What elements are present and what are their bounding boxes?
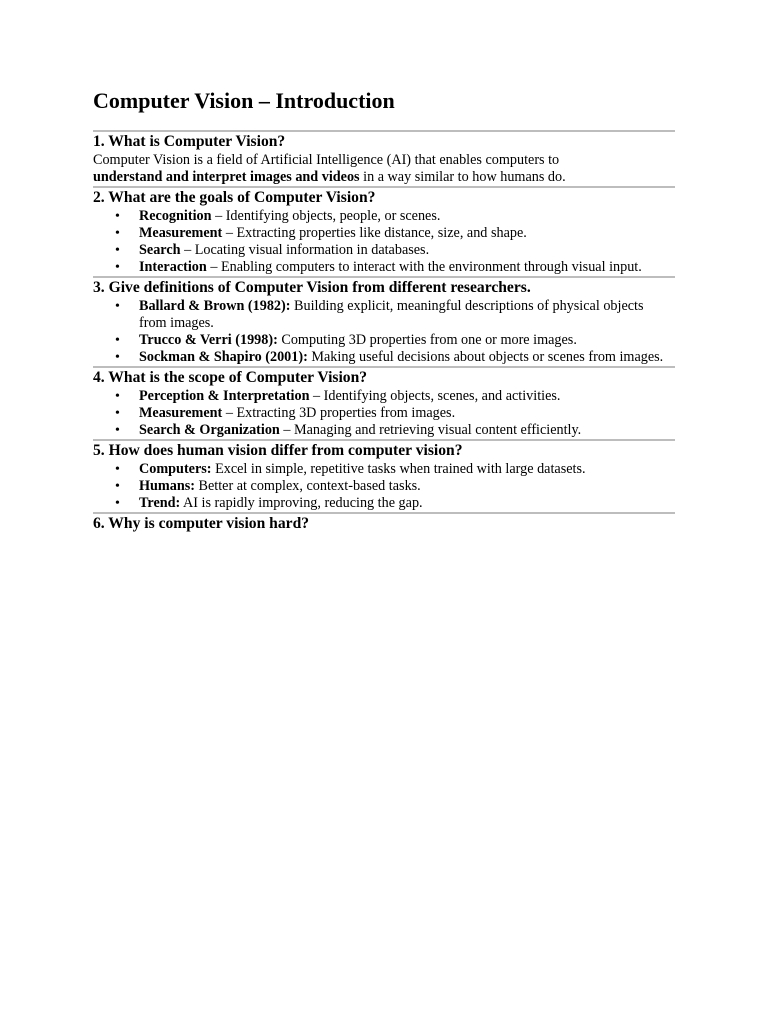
document-title: Computer Vision – Introduction bbox=[93, 88, 395, 113]
item-term: Recognition bbox=[139, 208, 212, 224]
item-text: Making useful decisions about objects or scenes from images. bbox=[307, 349, 664, 365]
list-item bbox=[139, 478, 674, 495]
list-item bbox=[139, 208, 674, 225]
item-term: Trend: bbox=[139, 495, 181, 511]
item-term: Measurement bbox=[139, 225, 223, 241]
paragraph-text: Computer Vision is a field of Artificial Intelligence (AI) that enables computers to bbox=[93, 152, 560, 168]
item-term: Ballard & Brown (1982): bbox=[139, 298, 291, 314]
item-term: Sockman & Shapiro (2001): bbox=[139, 349, 308, 365]
item-term: Search bbox=[139, 242, 181, 258]
paragraph-emphasis: understand and interpret images and videos bbox=[93, 169, 360, 185]
item-term: Trucco & Verri (1998): bbox=[139, 332, 278, 348]
item-text: – Locating visual information in databases. bbox=[180, 242, 430, 258]
bullet-list bbox=[93, 388, 674, 439]
list-item bbox=[139, 405, 674, 422]
item-term: Humans: bbox=[139, 478, 195, 494]
bullet-list bbox=[93, 208, 674, 276]
section-definitions bbox=[93, 278, 674, 368]
section-human-vs-computer bbox=[93, 441, 674, 514]
list-item bbox=[139, 495, 674, 512]
section-heading: 6. Why is computer vision hard? bbox=[93, 515, 310, 532]
list-item bbox=[139, 298, 674, 332]
item-text: – Identifying objects, scenes, and activities. bbox=[309, 388, 561, 404]
section-heading: 3. Give definitions of Computer Vision from different researchers. bbox=[93, 279, 531, 296]
section-why-hard bbox=[93, 514, 674, 534]
list-item bbox=[139, 388, 674, 405]
list-item bbox=[139, 332, 674, 349]
list-item bbox=[139, 422, 674, 439]
item-text: Building explicit, meaningful descriptions of physical objects from images. bbox=[139, 298, 644, 331]
item-term: Search & Organization bbox=[139, 422, 280, 438]
item-text: AI is rapidly improving, reducing the gap. bbox=[180, 495, 423, 511]
bullet-list bbox=[93, 298, 674, 366]
item-text: – Extracting 3D properties from images. bbox=[222, 405, 456, 421]
list-item bbox=[139, 242, 674, 259]
item-term: Interaction bbox=[139, 259, 207, 275]
section-heading: 5. How does human vision differ from computer vision? bbox=[93, 442, 463, 459]
item-text: – Enabling computers to interact with the environment through visual input. bbox=[206, 259, 642, 275]
bullet-list bbox=[93, 461, 674, 512]
paragraph-text: in a way similar to how humans do. bbox=[359, 169, 566, 185]
section-heading: 2. What are the goals of Computer Vision? bbox=[93, 189, 376, 206]
item-text: – Managing and retrieving visual content efficiently. bbox=[279, 422, 582, 438]
item-text: Excel in simple, repetitive tasks when trained with large datasets. bbox=[211, 461, 586, 477]
section-goals bbox=[93, 188, 674, 278]
list-item bbox=[139, 349, 674, 366]
item-text: – Extracting properties like distance, size, and shape. bbox=[222, 225, 527, 241]
section-heading: 1. What is Computer Vision? bbox=[93, 133, 286, 150]
item-text: Better at complex, context-based tasks. bbox=[194, 478, 421, 494]
item-text: Computing 3D properties from one or more images. bbox=[277, 332, 577, 348]
section-paragraph bbox=[93, 152, 674, 186]
section-scope bbox=[93, 368, 674, 441]
item-term: Measurement bbox=[139, 405, 223, 421]
item-term: Computers: bbox=[139, 461, 212, 477]
list-item bbox=[139, 461, 674, 478]
list-item bbox=[139, 225, 674, 242]
section-what-is-cv bbox=[93, 132, 674, 188]
list-item bbox=[139, 259, 674, 276]
item-term: Perception & Interpretation bbox=[139, 388, 310, 404]
section-heading: 4. What is the scope of Computer Vision? bbox=[93, 369, 368, 386]
item-text: – Identifying objects, people, or scenes. bbox=[211, 208, 441, 224]
